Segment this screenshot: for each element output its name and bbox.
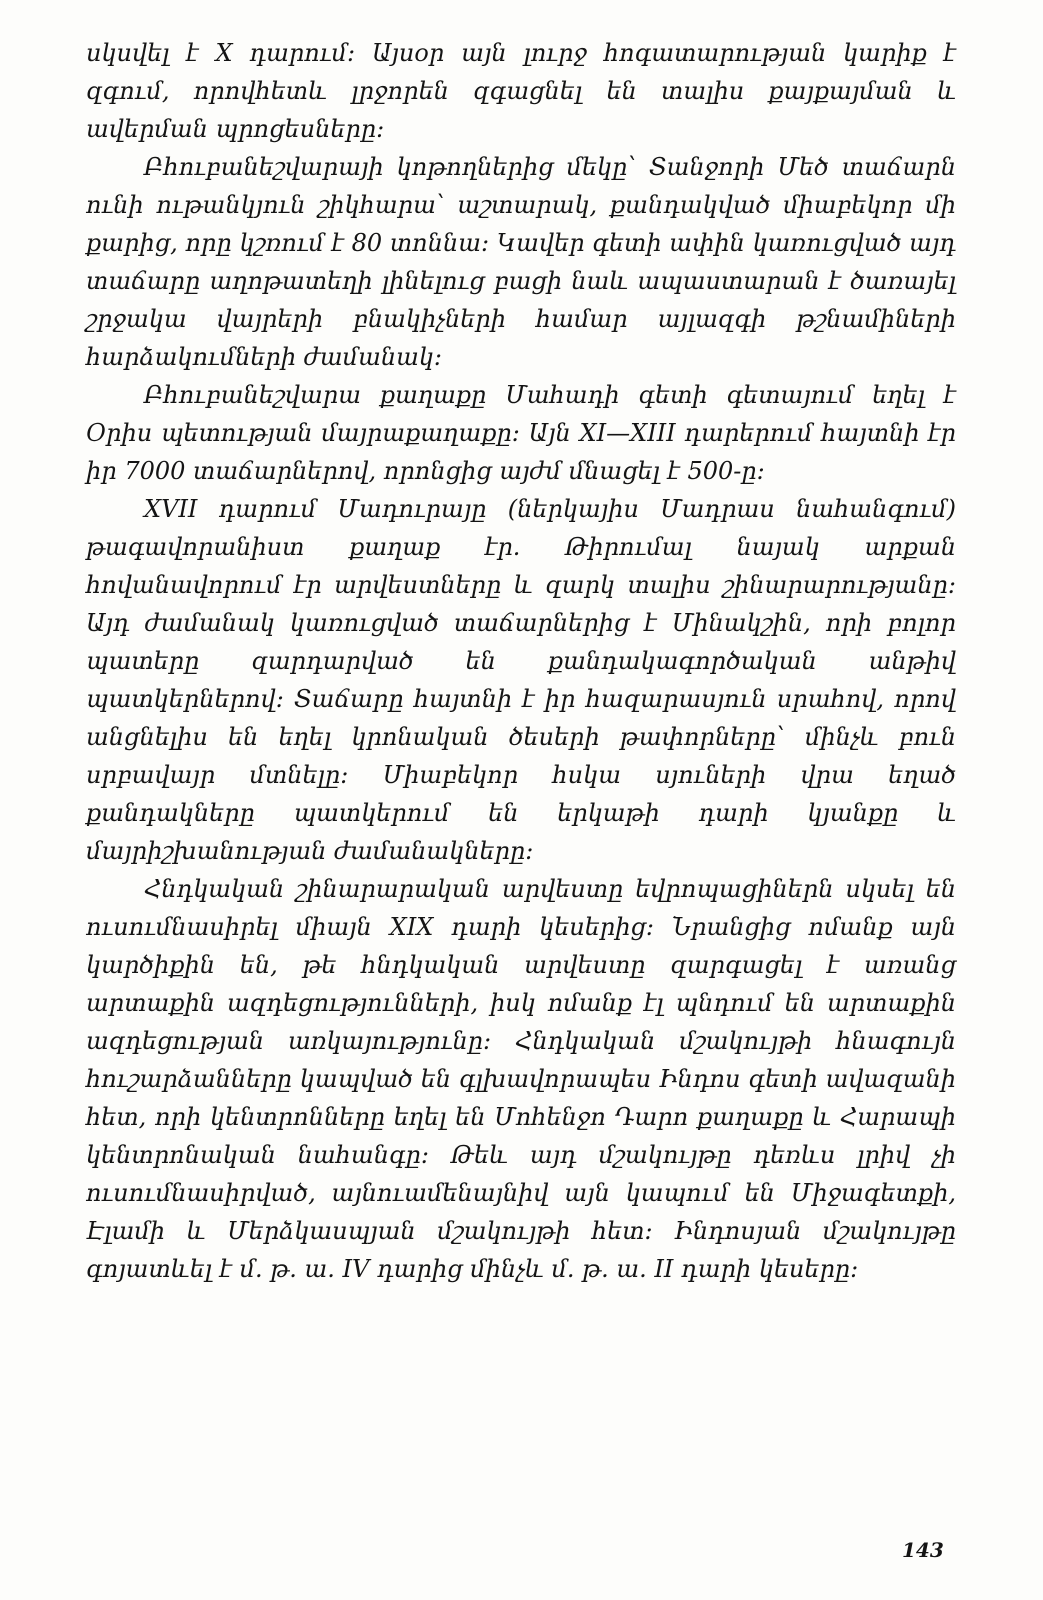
paragraph: Բհուբանեշվարայի կոթողներից մեկը՝ Տանջորի Մեծ տաճարն ունի ութանկյուն շիկհարա՝ աշտարակ, քանդակված միաբեկոր մի քարից, որը կշռում է 80 տոննա։ Կավեր գետի ափին կառուցված այդ տաճարը աղոթատեղի լինելուց բացի նաև ապաստարան է ծառայել շրջակա վայրերի բնակիչների համար այլազգի թշնամիների հարձակումների ժամանակ։ [86,153,956,371]
paragraph: սկսվել է X դարում։ Այսօր այն լուրջ հոգատարության կարիք է զգում, որովհետև լրջորեն զգացնել են տալիս քայքայման և ավերման պրոցեսները։ [86,39,956,143]
page-number: 143 [902,1538,944,1562]
paragraph: XVII դարում Մադուրայը (ներկայիս Մադրաս նահանգում) թագավորանիստ քաղաք էր. Թիրումալ նայակ արքան հովանավորում էր արվեստները և զարկ տալիս շինարարությանը։ Այդ ժամանակ կառուցված տաճարներից է Մինակշին, որի բոլոր պատերը զարդարված են քանդակագործական անթիվ պատկերներով։ Տաճարը հայտնի է իր հազարասյուն սրահով, որով անցնելիս են եղել կրոնական ծեսերի թափորները՝ մինչև բուն սրբավայր մտնելը։ Միաբեկոր հսկա սյուների վրա եղած քանդակները պատկերում են երկաթի դարի կյանքը և մայրիշխանության ժամանակները։ [86,495,956,865]
paragraph: Հնդկական շինարարական արվեստը եվրոպացիներն սկսել են ուսումնասիրել միայն XIX դարի կեսերից։ Նրանցից ոմանք այն կարծիքին են, թե հնդկական արվեստը զարգացել է առանց արտաքին ազդեցությունների, իսկ ոմանք էլ պնդում են արտաքին ազդեցության առկայությունը։ Հնդկական մշակույթի հնագույն հուշարձանները կապված են գլխավորապես Ինդոս գետի ավազանի հետ, որի կենտրոնները եղել են Մոհենջո Դարո քաղաքը և Հարապի կենտրոնական նահանգը։ Թեև այդ մշակույթը դեռևս լրիվ չի ուսումնասիրված, այնուամենայնիվ այն կապում են Միջագետքի, Էլամի և Մերձկասպյան մշակույթի հետ։ Ինդոսյան մշակույթը գոյատևել է մ. թ. ա. IV դարից մինչև մ. թ. ա. II դարի կեսերը։ [86,875,956,1283]
paragraph: Բհուբանեշվարա քաղաքը Մահադի գետի գետայում եղել է Օրիս պետության մայրաքաղաքը։ Այն XI—XIII դարերում հայտնի էր իր 7000 տաճարներով, որոնցից այժմ մնացել է 500-ը։ [86,381,956,485]
body-text [86,34,956,1288]
